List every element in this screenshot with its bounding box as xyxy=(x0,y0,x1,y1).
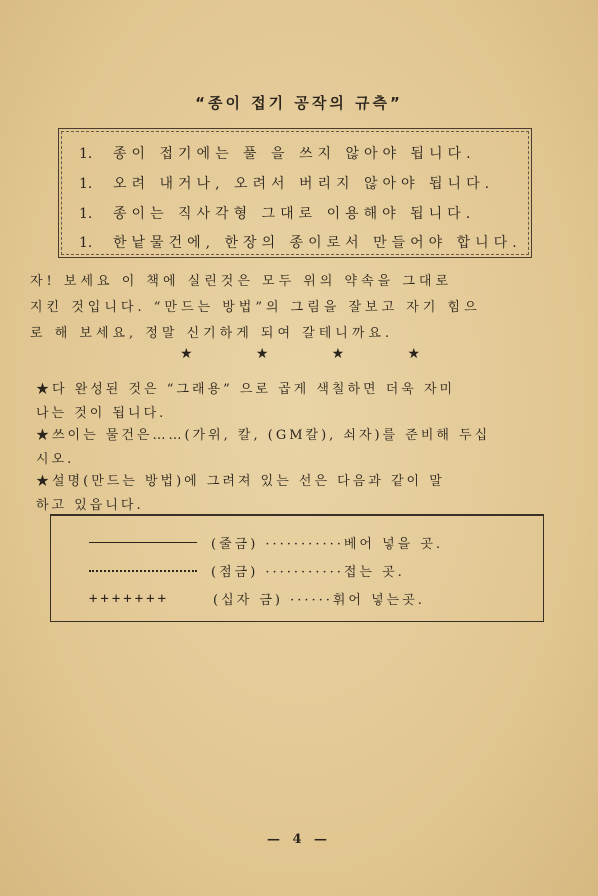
rule-text: 종이 접기에는 풀 을 쓰지 않아야 됩니다. xyxy=(113,146,476,162)
solid-line-icon xyxy=(89,542,197,543)
legend-label: (점금) ···········접는 곳. xyxy=(211,565,405,580)
star-divider xyxy=(180,346,420,362)
rule-item xyxy=(79,232,522,252)
rule-text: 오려 내거나, 오려서 버리지 않아야 됩니다. xyxy=(113,176,495,192)
star-icon: ★ xyxy=(331,346,345,362)
intro-line: 로 해 보세요, 정말 신기하게 되여 갈테니까요. xyxy=(30,326,394,341)
legend-label: (십자 금) ······휘어 넣는곳. xyxy=(213,593,425,608)
intro-line: 자! 보세요 이 책에 실린것은 모두 위의 약속을 그대로 xyxy=(30,274,453,289)
rule-number: 1. xyxy=(79,176,93,192)
rule-number: 1. xyxy=(79,206,93,222)
page-title: “종이 접기 공작의 규측” xyxy=(195,94,403,112)
legend-row-cross xyxy=(89,589,425,608)
rules-box xyxy=(58,128,532,258)
legend-row-solid xyxy=(89,533,443,552)
intro-line: 지킨 것입니다. “만드는 방법”의 그림을 잘보고 자기 힘으 xyxy=(30,300,481,315)
note-line: 시오. xyxy=(36,452,75,467)
note-line: ★다 완성된 것은 “그래용” 으로 곱게 색칠하면 더욱 자미 xyxy=(36,382,456,397)
rule-text: 한낱물건에, 한장의 종이로서 만들어야 합니다. xyxy=(113,235,522,251)
rule-item xyxy=(79,143,476,163)
cross-line-icon: +++++++ xyxy=(89,590,170,607)
line-legend-box xyxy=(50,514,544,622)
dotted-line-icon xyxy=(89,570,197,572)
note-line: 하고 있읍니다. xyxy=(36,498,144,513)
rule-number: 1. xyxy=(79,235,93,251)
note-line: 나는 것이 됩니다. xyxy=(36,406,167,421)
star-icon: ★ xyxy=(255,346,269,362)
page-number: — 4 — xyxy=(266,832,332,847)
rule-number: 1. xyxy=(79,146,93,162)
rule-text: 종이는 직사각형 그대로 이용해야 됩니다. xyxy=(113,206,476,222)
note-line: ★쓰이는 물건은……(가위, 칼, (GM칼), 쇠자)를 준비해 두십 xyxy=(36,428,491,443)
star-icon: ★ xyxy=(407,346,420,362)
legend-row-dotted xyxy=(89,561,405,580)
rule-item xyxy=(79,173,494,193)
rule-item xyxy=(79,203,475,223)
note-line: ★설명(만드는 방법)에 그려져 있는 선은 다음과 같이 말 xyxy=(36,474,445,489)
legend-label: (줄금) ···········베어 넣을 곳. xyxy=(211,537,444,552)
star-icon: ★ xyxy=(180,346,193,362)
